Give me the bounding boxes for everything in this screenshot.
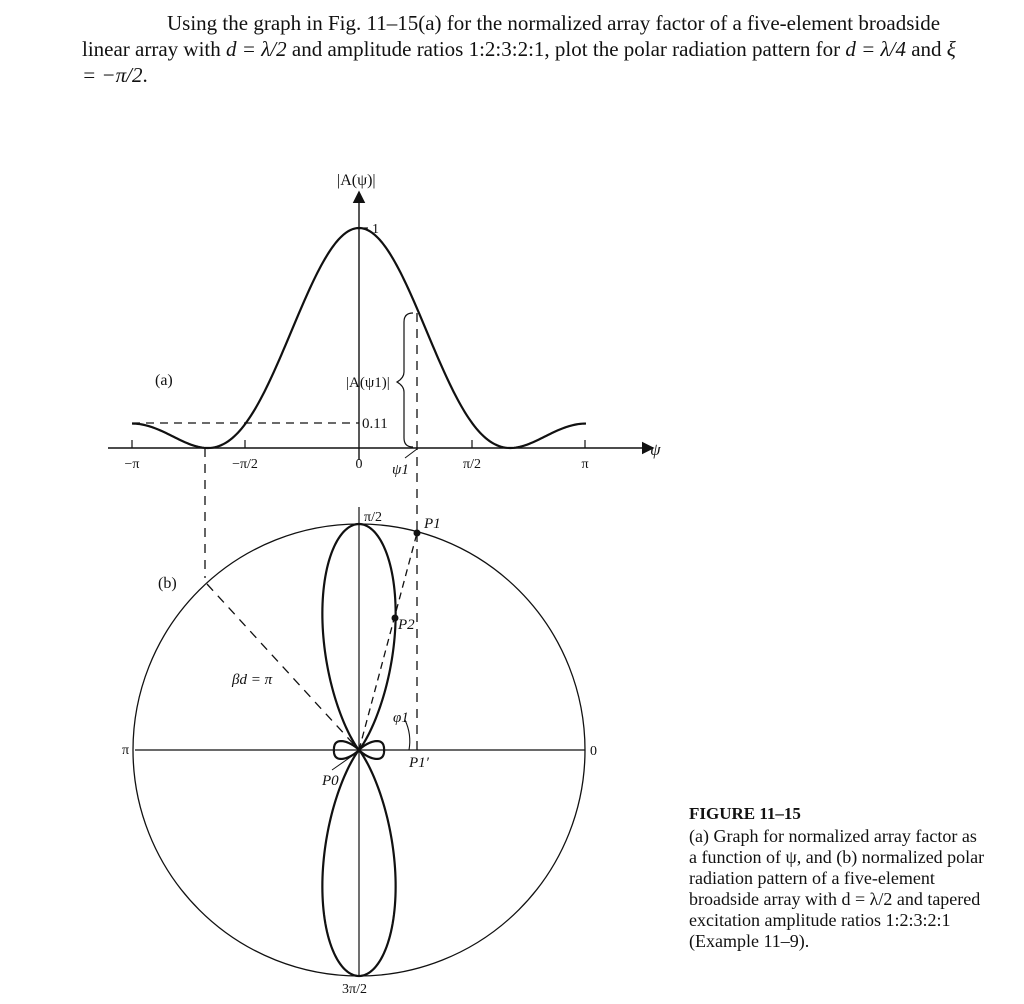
psi1-pointer <box>405 449 417 458</box>
problem-text-4: . <box>142 63 148 87</box>
point-p1 <box>414 530 421 537</box>
amplitude-axis-label: |A(ψ)| <box>337 172 376 189</box>
psi1-label: ψ1 <box>392 462 409 478</box>
phi1-label: φ1 <box>393 710 409 726</box>
angle-label-bottom: 3π/2 <box>342 982 367 997</box>
tick-label: −π <box>124 457 140 472</box>
amplitude-brace <box>397 313 413 447</box>
figure-caption <box>689 803 989 952</box>
tick-label: π/2 <box>463 457 481 472</box>
p1-prime-label: P1′ <box>409 755 429 771</box>
level-label: 0.11 <box>362 416 388 432</box>
beta-d-label: βd = π <box>232 672 273 688</box>
tick-label: 0 <box>355 457 363 472</box>
p2-label: P2 <box>398 617 415 633</box>
tick-label: π <box>581 457 589 472</box>
problem-phase: ξ = −π/2 <box>82 37 956 87</box>
graph-b <box>122 507 597 997</box>
problem-spacing-1: d = λ/2 <box>226 37 287 61</box>
peak-label: 1 <box>372 222 379 237</box>
marked-value-label: |A(ψ1)| <box>346 375 390 391</box>
angle-label-right: 0 <box>590 744 597 759</box>
problem-spacing-2: d = λ/4 <box>845 37 906 61</box>
p1-label: P1 <box>424 516 441 532</box>
beta-d-dashed-line <box>207 584 359 750</box>
angle-label-left: π <box>122 743 130 758</box>
graph-a <box>108 172 661 578</box>
problem-text-2: and amplitude ratios 1:2:3:2:1, plot the polar radiation pattern for <box>286 37 846 61</box>
graph-b-label: (b) <box>158 575 177 592</box>
problem-text-3: and <box>905 37 947 61</box>
p0-label: P0 <box>322 773 339 789</box>
tick-label: −π/2 <box>232 457 258 472</box>
angle-label-top: π/2 <box>364 510 382 525</box>
caption-label: FIGURE 11–15 <box>689 804 801 823</box>
graph-a-label: (a) <box>155 372 173 389</box>
psi-axis-label: ψ <box>650 440 661 459</box>
problem-text-1: Using the graph in Fig. 11–15(a) for the normalized array factor of a five-element broadside linear array with <box>82 11 941 61</box>
caption-text: (a) Graph for normalized array factor as a function of ψ, and (b) normalized polar radiation pattern of a five-element broadside array with d = λ/2 and tapered excitation amplitude ratios 1:2:3:2:1 (Example 11–9). <box>689 826 985 951</box>
